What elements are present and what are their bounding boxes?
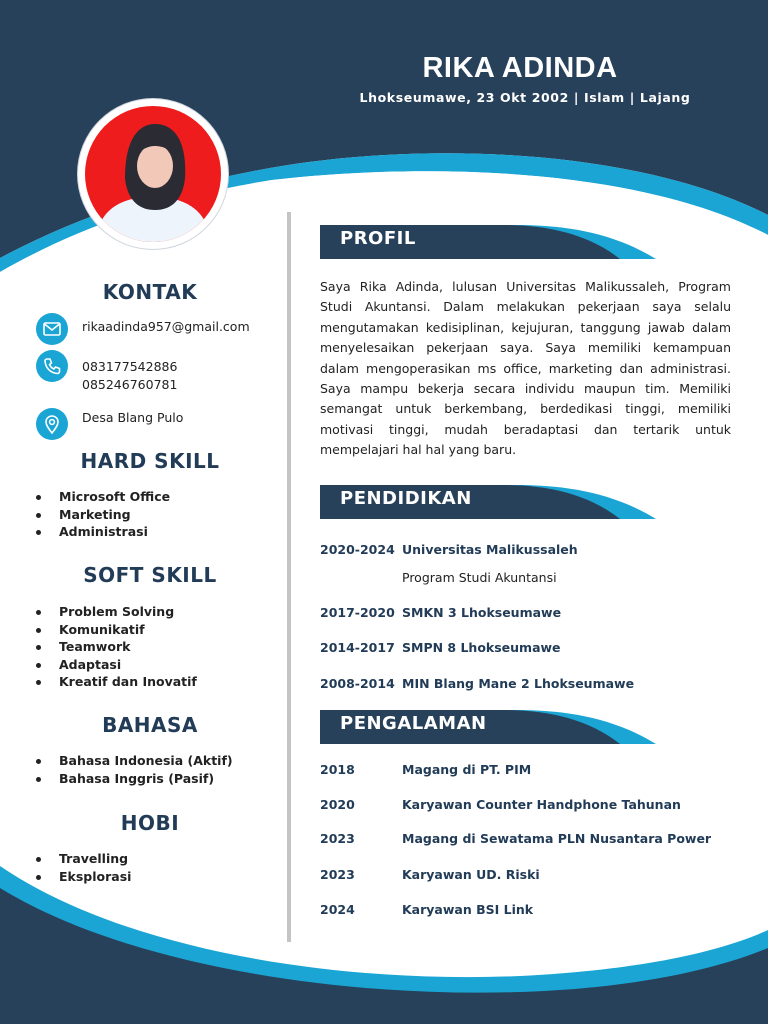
soft-skill-list: [36, 603, 197, 691]
list-item: Administrasi: [36, 523, 170, 541]
pendidikan-heading: PENDIDIKAN: [340, 488, 472, 509]
experience-role: Magang di PT. PIM: [402, 762, 532, 777]
experience-year: 2018: [320, 762, 355, 777]
education-detail: Program Studi Akuntansi: [402, 570, 557, 585]
experience-role: Magang di Sewatama PLN Nusantara Power: [402, 831, 712, 846]
profil-section-header: [320, 222, 664, 262]
hard-skill-list: [36, 488, 170, 541]
phone-icon: [36, 350, 68, 382]
list-item: Travelling: [36, 850, 131, 868]
location-pin-icon: [36, 408, 68, 440]
phone-number-1: 083177542886: [82, 359, 178, 374]
education-years: 2008-2014: [320, 676, 395, 691]
bahasa-list: [36, 752, 233, 787]
hobi-heading: HOBI: [120, 811, 180, 835]
address-text: Desa Blang Pulo: [82, 410, 184, 425]
kontak-heading: KONTAK: [102, 280, 198, 304]
list-item: Marketing: [36, 506, 170, 524]
education-years: 2014-2017: [320, 640, 395, 655]
education-school: Universitas Malikussaleh: [402, 542, 578, 557]
experience-year: 2020: [320, 797, 355, 812]
profil-heading: PROFIL: [340, 228, 416, 249]
hard-skill-heading: HARD SKILL: [80, 449, 220, 473]
bahasa-heading: BAHASA: [102, 713, 198, 737]
pengalaman-section-header: [320, 707, 664, 747]
list-item: Teamwork: [36, 638, 197, 656]
list-item: Microsoft Office: [36, 488, 170, 506]
list-item: Eksplorasi: [36, 868, 131, 886]
email-text: rikaadinda957@gmail.com: [82, 319, 250, 334]
experience-role: Karyawan BSI Link: [402, 902, 534, 917]
education-school: MIN Blang Mane 2 Lhokseumawe: [402, 676, 635, 691]
pengalaman-heading: PENGALAMAN: [340, 713, 487, 734]
hobi-list: [36, 850, 131, 885]
profil-text: Saya Rika Adinda, lulusan Universitas Malikussaleh, Program Studi Akuntansi. Dalam melakukan pekerjaan saya selalu mengutamakan kedisiplinan, kejujuran, tanggung jawab dalam menyelesaikan pekerjaan saya. Saya memiliki kemampuan dalam mengoperasikan ms office, marketing dan administrasi. Saya mampu bekerja secara individu maupun tim. Memiliki semangat untuk berkembang, berdedikasi tinggi, memiliki motivasi tinggi, mudah beradaptasi dan tertarik untuk mempelajari hal hal yang baru.: [320, 279, 731, 458]
pendidikan-section-header: [320, 482, 664, 522]
profile-photo-frame: [78, 99, 228, 249]
footer-band: [0, 882, 768, 1024]
education-school: SMKN 3 Lhokseumawe: [402, 605, 562, 620]
list-item: Problem Solving: [36, 603, 197, 621]
list-item: Bahasa Indonesia (Aktif): [36, 752, 233, 770]
phone-number-2: 085246760781: [82, 377, 178, 392]
soft-skill-heading: SOFT SKILL: [83, 563, 217, 587]
list-item: Kreatif dan Inovatif: [36, 673, 197, 691]
profile-photo: [85, 106, 221, 242]
education-years: 2020-2024: [320, 542, 395, 557]
experience-year: 2023: [320, 867, 355, 882]
experience-role: Karyawan UD. Riski: [402, 867, 540, 882]
experience-role: Karyawan Counter Handphone Tahunan: [402, 797, 681, 812]
experience-year: 2023: [320, 831, 355, 846]
list-item: Komunikatif: [36, 621, 197, 639]
education-school: SMPN 8 Lhokseumawe: [402, 640, 561, 655]
list-item: Adaptasi: [36, 656, 197, 674]
list-item: Bahasa Inggris (Pasif): [36, 770, 233, 788]
personal-info-line: Lhokseumawe, 23 Okt 2002 | Islam | Lajang: [359, 90, 691, 105]
person-name: RIKA ADINDA: [422, 52, 618, 84]
education-years: 2017-2020: [320, 605, 395, 620]
experience-year: 2024: [320, 902, 355, 917]
portrait-image: [85, 106, 221, 242]
envelope-icon: [36, 313, 68, 345]
